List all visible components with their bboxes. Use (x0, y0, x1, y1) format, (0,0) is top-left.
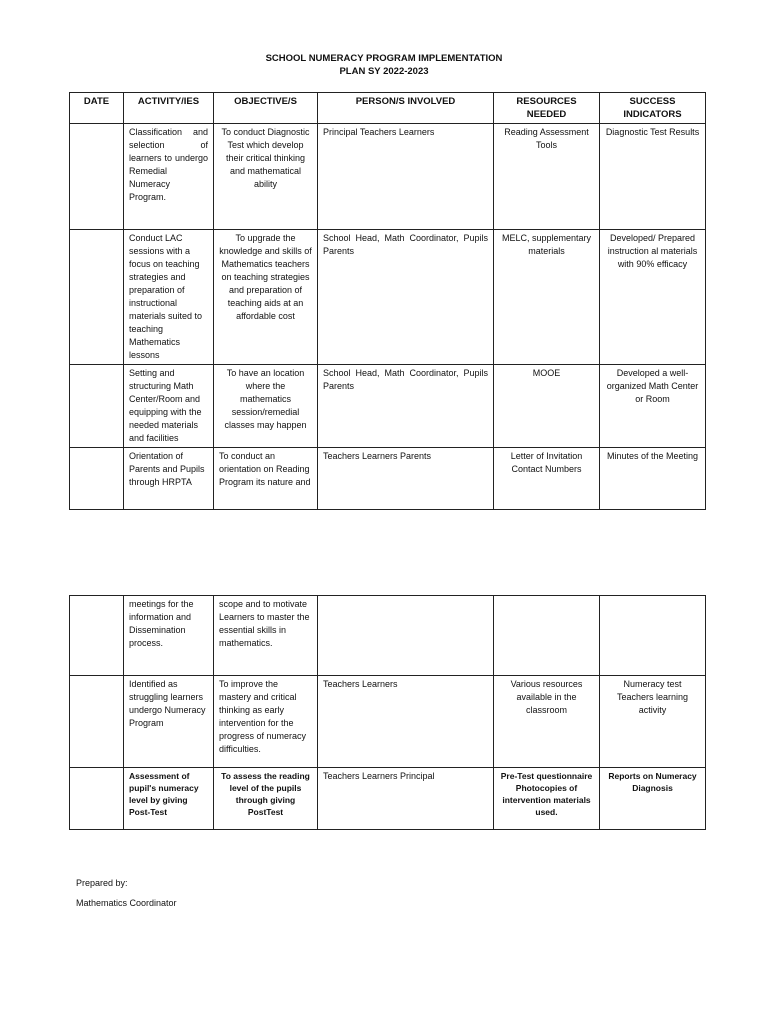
cell-indicators: Developed a well-organized Math Center or Room (600, 365, 706, 448)
cell-date (70, 768, 124, 830)
cell-date (70, 230, 124, 365)
cell-persons: Teachers Learners (318, 676, 494, 768)
cell-resources: MOOE (494, 365, 600, 448)
cell-indicators: Diagnostic Test Results (600, 124, 706, 230)
prepared-by-label: Prepared by: (76, 878, 128, 888)
cell-persons: Teachers Learners Principal (318, 768, 494, 830)
title-line-1: SCHOOL NUMERACY PROGRAM IMPLEMENTATION (265, 53, 503, 64)
cell-activity: Conduct LAC sessions with a focus on teaching strategies and preparation of instructional materials suited to teaching Mathematics lessons (124, 230, 214, 365)
cell-date (70, 365, 124, 448)
cell-persons: Teachers Learners Parents (318, 448, 494, 510)
cell-date (70, 448, 124, 510)
cell-persons: School Head, Math Coordinator, Pupils Parents (318, 365, 494, 448)
cell-activity: Identified as struggling learners undergo Numeracy Program (124, 676, 214, 768)
cell-activity: meetings for the information and Dissemination process. (124, 596, 214, 676)
table-row (70, 230, 706, 365)
table-row (70, 676, 706, 768)
table-row (70, 124, 706, 230)
header-indicators: SUCCESS INDICATORS (600, 93, 706, 124)
cell-resources (494, 596, 600, 676)
implementation-plan-table-continued (69, 595, 706, 830)
header-date: DATE (70, 93, 124, 124)
header-objective: OBJECTIVE/S (214, 93, 318, 124)
cell-date (70, 124, 124, 230)
table-row (70, 768, 706, 830)
cell-date (70, 676, 124, 768)
header-persons: PERSON/S INVOLVED (318, 93, 494, 124)
header-activity: ACTIVITY/IES (124, 93, 214, 124)
cell-persons (318, 596, 494, 676)
cell-objective: scope and to motivate Learners to master the essential skills in mathematics. (214, 596, 318, 676)
cell-activity: Classification and selection of learners to undergo Remedial Numeracy Program. (124, 124, 214, 230)
implementation-plan-table (69, 92, 706, 510)
cell-objective: To upgrade the knowledge and skills of Mathematics teachers on teaching strategies and preparation of teaching aids at an affordable cost (214, 230, 318, 365)
cell-indicators: Numeracy test Teachers learning activity (600, 676, 706, 768)
cell-indicators: Minutes of the Meeting (600, 448, 706, 510)
cell-resources: Reading Assessment Tools (494, 124, 600, 230)
cell-objective: To have an location where the mathematics session/remedial classes may happen (214, 365, 318, 448)
table-row (70, 448, 706, 510)
cell-resources: MELC, supplementary materials (494, 230, 600, 365)
header-resources: RESOURCES NEEDED (494, 93, 600, 124)
cell-persons: School Head, Math Coordinator, Pupils Parents (318, 230, 494, 365)
title-line-2: PLAN SY 2022-2023 (339, 66, 429, 77)
cell-resources: Letter of Invitation Contact Numbers (494, 448, 600, 510)
table-row (70, 365, 706, 448)
cell-activity: Setting and structuring Math Center/Room and equipping with the needed materials and facilities (124, 365, 214, 448)
cell-objective: To conduct an orientation on Reading Program its nature and (214, 448, 318, 510)
cell-resources: Various resources available in the classroom (494, 676, 600, 768)
cell-objective: To improve the mastery and critical thinking as early intervention for the progress of numeracy difficulties. (214, 676, 318, 768)
cell-indicators (600, 596, 706, 676)
cell-indicators: Developed/ Prepared instruction al materials with 90% efficacy (600, 230, 706, 365)
table-header-row (70, 93, 706, 124)
document-title (0, 52, 768, 78)
cell-activity: Assessment of pupil's numeracy level by giving Post-Test (124, 768, 214, 830)
cell-objective: To conduct Diagnostic Test which develop their critical thinking and mathematical ability (214, 124, 318, 230)
cell-resources: Pre-Test questionnaire Photocopies of intervention materials used. (494, 768, 600, 830)
cell-date (70, 596, 124, 676)
signatory-role: Mathematics Coordinator (76, 898, 177, 908)
cell-activity: Orientation of Parents and Pupils through HRPTA (124, 448, 214, 510)
cell-indicators: Reports on Numeracy Diagnosis (600, 768, 706, 830)
table-row (70, 596, 706, 676)
cell-objective: To assess the reading level of the pupils through giving PostTest (214, 768, 318, 830)
cell-persons: Principal Teachers Learners (318, 124, 494, 230)
